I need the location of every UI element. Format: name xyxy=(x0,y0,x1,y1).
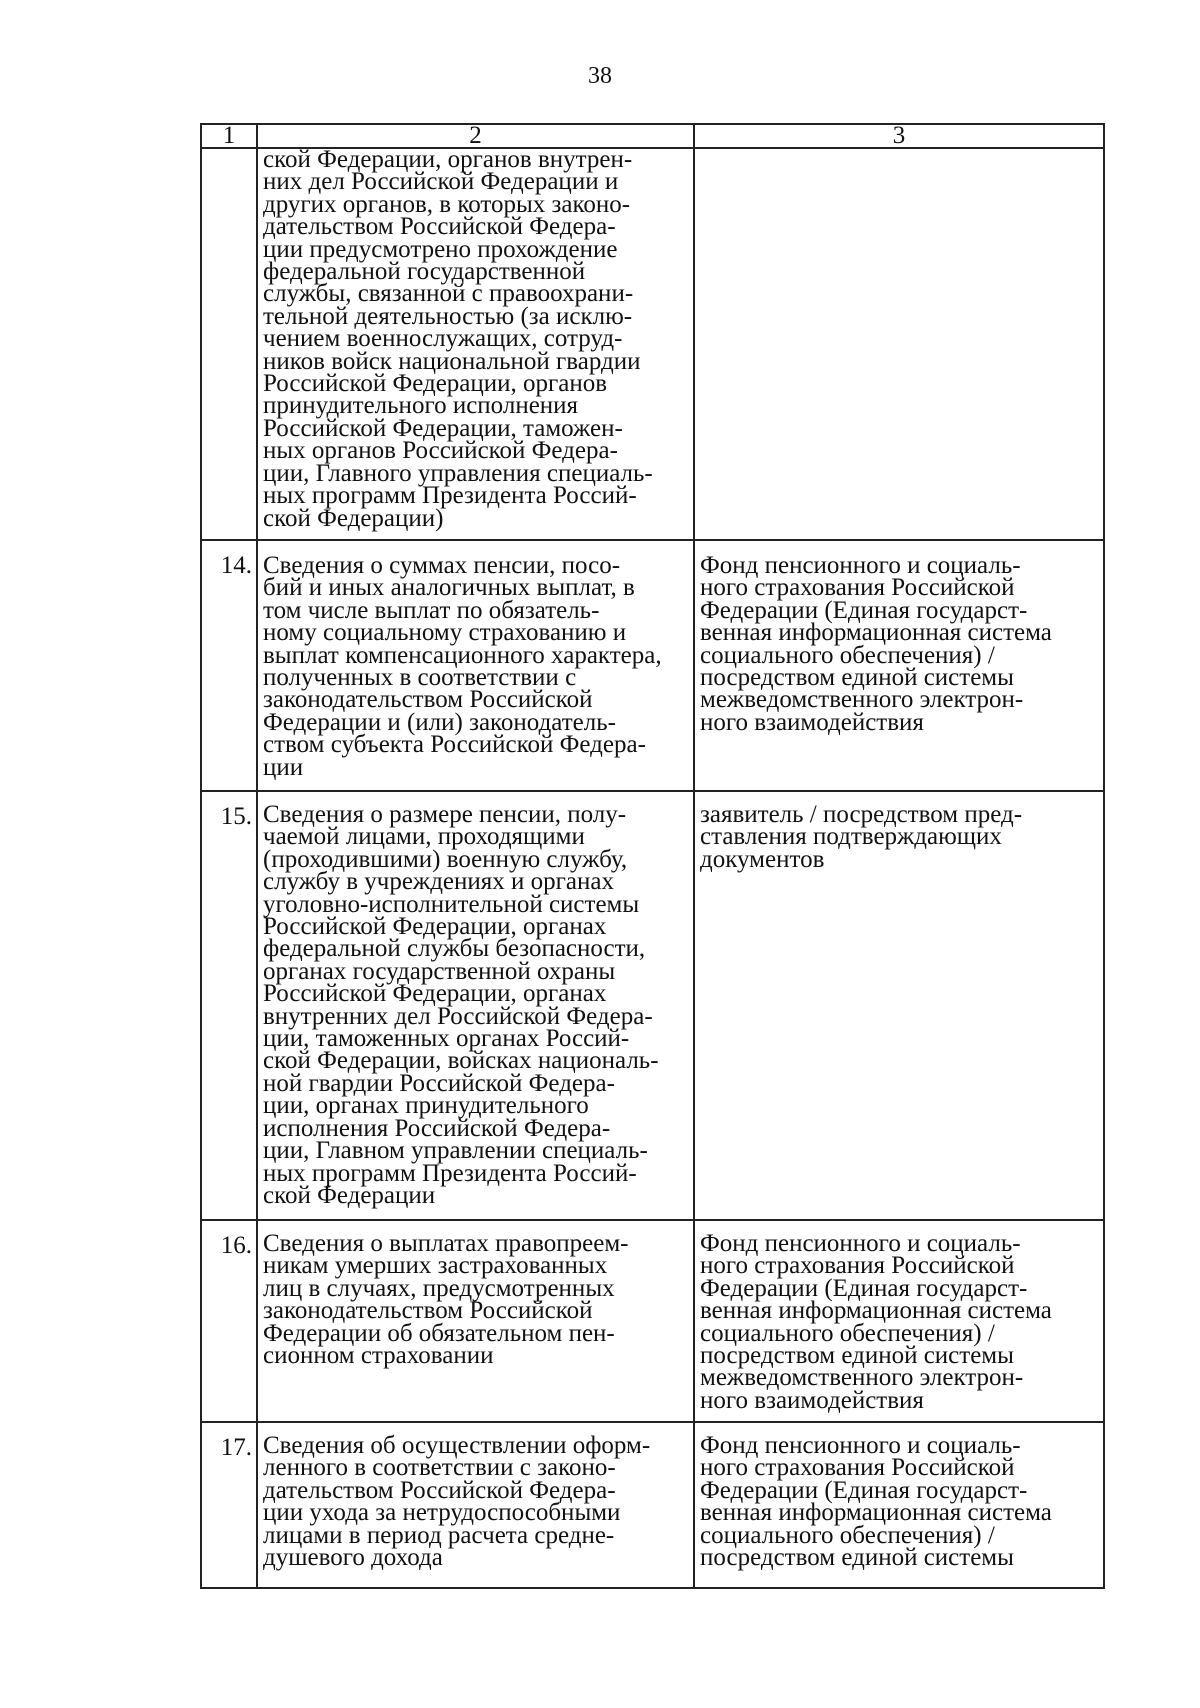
text-line: других органов, в которых законо- xyxy=(263,190,631,218)
text-line: социального обеспечения) / xyxy=(700,1319,995,1347)
text-line: чаемой лицами, проходящими xyxy=(263,823,585,851)
text-line: законодательством Российской xyxy=(263,686,593,714)
text-line: Сведения о выплатах правопреем- xyxy=(263,1230,629,1257)
row-number: 16. xyxy=(201,1220,257,1422)
text-line: дательством Российской Федера- xyxy=(263,1476,616,1504)
text-line: ной гвардии Российской Федера- xyxy=(263,1069,615,1097)
text-line: бий и иных аналогичных выплат, в xyxy=(263,574,635,602)
table-row xyxy=(201,791,1104,1220)
header-col-3: 3 xyxy=(694,124,1104,148)
text-line: ции, органах принудительного xyxy=(263,1092,589,1120)
text-line: межведомственного электрон- xyxy=(700,686,1024,714)
text-line: Федерации (Единая государст- xyxy=(700,596,1028,624)
text-line: ных органов Российской Федера- xyxy=(263,437,618,465)
text-line: Федерации (Единая государст- xyxy=(700,1274,1028,1302)
text-line: службы, связанной с правоохрани- xyxy=(263,280,634,308)
row-number: 15. xyxy=(201,791,257,1220)
text-line: Российской Федерации, органах xyxy=(263,980,607,1008)
text-line: ции, Главном управлении специаль- xyxy=(263,1137,648,1165)
source-cell xyxy=(694,1220,1104,1422)
text-line: тельной деятельностью (за исклю- xyxy=(263,302,633,330)
text-line: Фонд пенсионного и социаль- xyxy=(700,1432,1021,1459)
text-line: ного взаимодействия xyxy=(700,708,924,736)
text-line: посредством единой системы xyxy=(700,1342,1014,1370)
source-cell xyxy=(694,540,1104,791)
table-row xyxy=(201,148,1104,540)
text-line: душевого дохода xyxy=(263,1544,443,1572)
text-line: службу в учреждениях и органах xyxy=(263,868,614,896)
row-number: 14. xyxy=(201,540,257,791)
text-line: ской Федерации xyxy=(263,1181,436,1209)
header-col-1: 1 xyxy=(201,124,257,148)
text-line: ного страхования Российской xyxy=(700,574,1015,602)
header-col-2: 2 xyxy=(257,124,694,148)
text-line: социального обеспечения) / xyxy=(700,1521,995,1549)
text-line: ции предусмотрено прохождение xyxy=(263,235,618,263)
text-line: Российской Федерации, органах xyxy=(263,913,607,941)
text-line: Сведения об осуществлении оформ- xyxy=(263,1432,651,1459)
table-row xyxy=(201,1422,1104,1588)
text-line: Российской Федерации, органов xyxy=(263,370,608,398)
table-row xyxy=(201,540,1104,791)
text-line: Сведения о суммах пенсии, посо- xyxy=(263,552,621,579)
text-line: ской Федерации) xyxy=(263,504,444,532)
text-line: ством субъекта Российской Федера- xyxy=(263,731,646,759)
text-line: лицами в период расчета средне- xyxy=(263,1521,615,1549)
text-line: ции xyxy=(263,753,304,781)
text-line: Федерации (Единая государст- xyxy=(700,1476,1028,1504)
text-line: заявитель / посредством пред- xyxy=(700,801,1023,828)
text-line: органах государственной охраны xyxy=(263,957,616,985)
text-line: ных программ Президента Россий- xyxy=(263,1159,637,1187)
text-line: ции ухода за нетрудоспособными xyxy=(263,1499,621,1527)
text-line: исполнения Российской Федера- xyxy=(263,1114,611,1142)
text-line: посредством единой системы xyxy=(700,1544,1014,1572)
table-header-row xyxy=(201,124,1104,148)
text-line: ции, таможенных органах Россий- xyxy=(263,1025,630,1053)
text-line: межведомственного электрон- xyxy=(700,1364,1024,1392)
text-line: посредством единой системы xyxy=(700,664,1014,692)
text-line: венная информационная система xyxy=(700,619,1052,647)
text-line: ции, Главного управления специаль- xyxy=(263,459,653,487)
text-line: том числе выплат по обязатель- xyxy=(263,596,600,624)
text-line: законодательством Российской xyxy=(263,1297,593,1325)
text-line: ного страхования Российской xyxy=(700,1454,1015,1482)
row-number xyxy=(201,148,257,540)
text-line: венная информационная система xyxy=(700,1297,1052,1325)
text-line: федеральной государственной xyxy=(263,258,586,286)
source-cell xyxy=(694,1422,1104,1588)
row-number: 17. xyxy=(201,1422,257,1588)
text-line: ставления подтверждающих xyxy=(700,823,1002,851)
text-line: чением военнослужащих, сотруд- xyxy=(263,325,623,353)
text-line: них дел Российской Федерации и xyxy=(263,168,619,196)
text-line: дательством Российской Федера- xyxy=(263,213,616,241)
text-line: Российской Федерации, таможен- xyxy=(263,414,623,442)
text-line: лиц в случаях, предусмотренных xyxy=(263,1274,615,1302)
info-cell xyxy=(257,540,694,791)
text-line: (проходившими) военную службу, xyxy=(263,845,628,873)
info-cell xyxy=(257,1422,694,1588)
text-line: Сведения о размере пенсии, полу- xyxy=(263,801,627,828)
text-line: ской Федерации, войсках националь- xyxy=(263,1047,659,1075)
page-number: 38 xyxy=(588,63,612,89)
text-line: принудительного исполнения xyxy=(263,392,579,420)
text-line: Фонд пенсионного и социаль- xyxy=(700,1230,1021,1257)
text-line: венная информационная система xyxy=(700,1499,1052,1527)
data-sources-table xyxy=(200,123,1105,1589)
info-cell xyxy=(257,791,694,1220)
text-line: Фонд пенсионного и социаль- xyxy=(700,552,1021,579)
source-cell xyxy=(694,148,1104,540)
text-line: выплат компенсационного характера, xyxy=(263,641,662,669)
text-line: документов xyxy=(700,845,825,873)
text-line: ской Федерации, органов внутрен- xyxy=(263,146,633,173)
table-row xyxy=(201,1220,1104,1422)
text-line: Федерации об обязательном пен- xyxy=(263,1319,615,1347)
text-line: социального обеспечения) / xyxy=(700,641,995,669)
text-line: сионном страховании xyxy=(263,1342,494,1370)
text-line: полученных в соответствии с xyxy=(263,664,577,692)
source-cell xyxy=(694,791,1104,1220)
info-cell xyxy=(257,1220,694,1422)
text-line: ного страхования Российской xyxy=(700,1252,1015,1280)
text-line: федеральной службы безопасности, xyxy=(263,935,646,963)
text-line: Федерации и (или) законодатель- xyxy=(263,708,616,736)
text-line: ного взаимодействия xyxy=(700,1386,924,1414)
text-line: ных программ Президента Россий- xyxy=(263,482,637,510)
text-line: ному социальному страхованию и xyxy=(263,619,627,647)
text-line: ленного в соответствии с законо- xyxy=(263,1454,616,1482)
text-line: никам умерших застрахованных xyxy=(263,1252,608,1280)
text-line: уголовно-исполнительной системы xyxy=(263,890,640,918)
info-cell xyxy=(257,148,694,540)
text-line: ников войск национальной гвардии xyxy=(263,347,641,375)
text-line: внутренних дел Российской Федера- xyxy=(263,1002,653,1030)
